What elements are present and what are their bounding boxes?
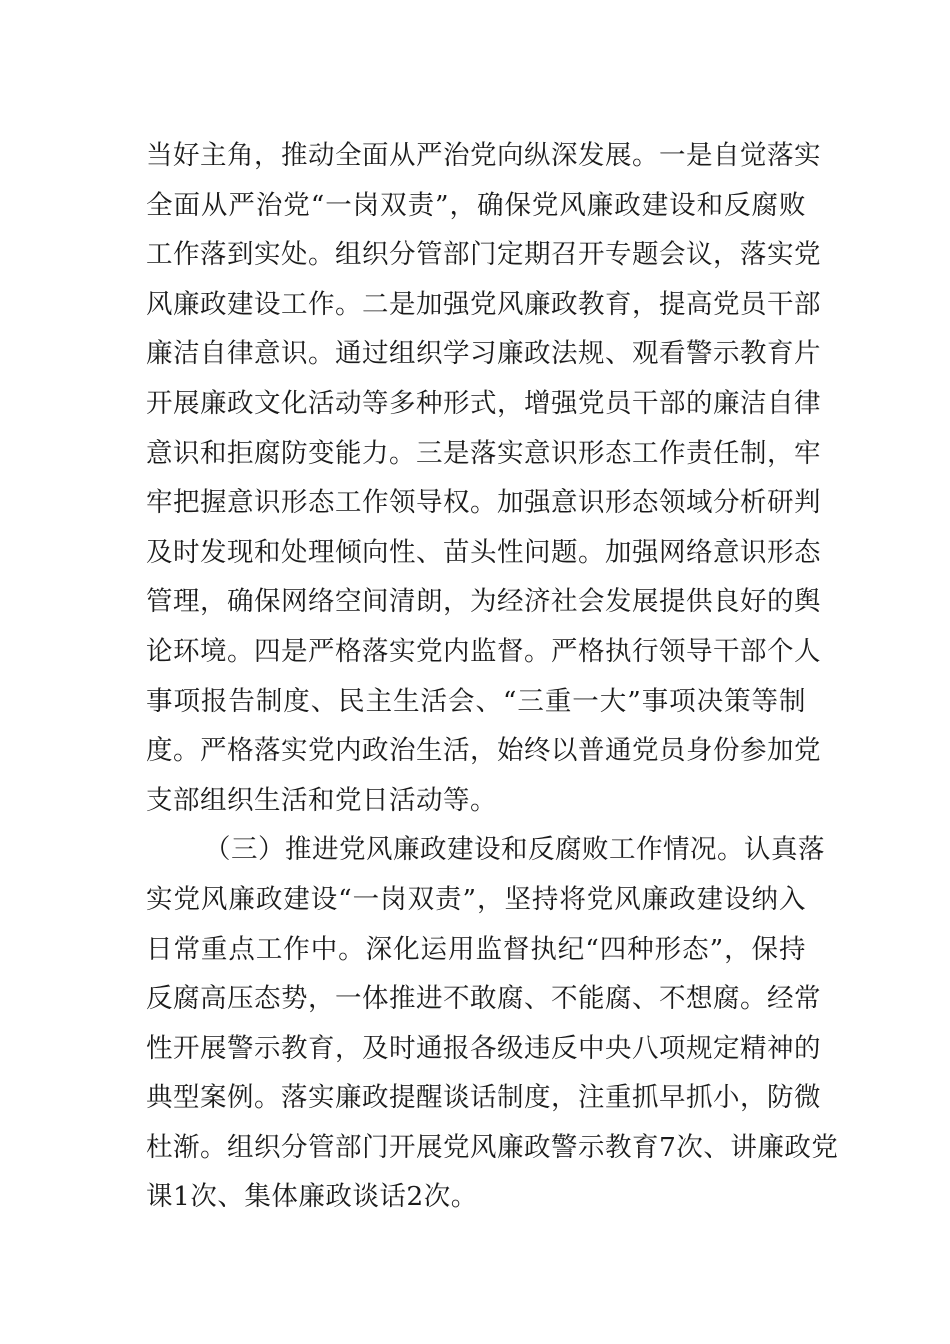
text-line: 管理，确保网络空间清朗，为经济社会发展提供良好的舆: [146, 586, 821, 618]
text-line: 事项报告制度、民主生活会、“三重一大”事项决策等制: [146, 685, 806, 717]
text-line: 全面从严治党“一岗双责”，确保党风廉政建设和反腐败: [146, 189, 806, 221]
section-heading-line: （三）推进党风廉政建设和反腐败工作情况。认真落: [204, 834, 825, 866]
text-line: 课1次、集体廉政谈话2次。: [146, 1181, 478, 1213]
text-line: 反腐高压态势，一体推进不敢腐、不能腐、不想腐。经常: [146, 983, 821, 1015]
text-line: 论环境。四是严格落实党内监督。严格执行领导干部个人: [146, 635, 821, 667]
text-line: 日常重点工作中。深化运用监督执纪“四种形态”，保持: [146, 933, 806, 965]
document-body: [146, 131, 839, 1222]
text-line: 牢把握意识形态工作领导权。加强意识形态领域分析研判: [146, 487, 821, 519]
text-line: 风廉政建设工作。二是加强党风廉政教育，提高党员干部: [146, 288, 821, 320]
text-line: 廉洁自律意识。通过组织学习廉政法规、观看警示教育片: [146, 338, 821, 370]
text-line: 意识和拒腐防变能力。三是落实意识形态工作责任制，牢: [146, 437, 821, 469]
text-line: 度。严格落实党内政治生活，始终以普通党员身份参加党: [146, 735, 821, 767]
text-line: 开展廉政文化活动等多种形式，增强党员干部的廉洁自律: [146, 387, 821, 419]
text-line: 典型案例。落实廉政提醒谈话制度，注重抓早抓小，防微: [146, 1082, 821, 1114]
text-line: 及时发现和处理倾向性、苗头性问题。加强网络意识形态: [146, 536, 821, 568]
text-line: 当好主角，推动全面从严治党向纵深发展。一是自觉落实: [146, 140, 821, 171]
text-line: 工作落到实处。组织分管部门定期召开专题会议，落实党: [146, 239, 821, 271]
text-line: 实党风廉政建设“一岗双责”，坚持将党风廉政建设纳入: [146, 883, 806, 915]
text-line: 杜渐。组织分管部门开展党风廉政警示教育7次、讲廉政党: [146, 1131, 839, 1163]
text-line: 支部组织生活和党日活动等。: [146, 784, 497, 816]
text-line: 性开展警示教育，及时通报各级违反中央八项规定精神的: [146, 1032, 821, 1064]
